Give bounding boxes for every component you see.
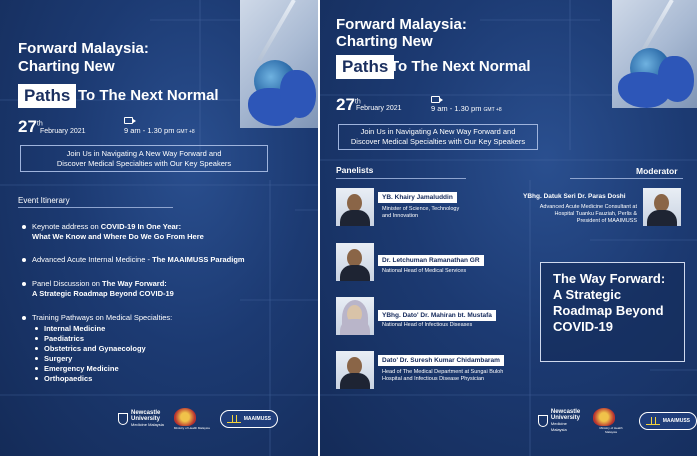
paths-highlight: Paths xyxy=(336,55,394,79)
maaimuss-logo: MAAIMUSS xyxy=(639,412,697,430)
event-time: 9 am - 1.30 pm GMT +8 xyxy=(431,104,502,113)
panelist-photo xyxy=(336,188,374,226)
panelists-divider xyxy=(336,178,466,179)
itinerary-divider xyxy=(18,207,173,208)
crest-icon xyxy=(174,408,196,426)
heartbeat-icon xyxy=(646,417,660,425)
panelist-name: Dato' Dr. Suresh Kumar Chidambaram xyxy=(378,355,504,366)
join-us-box xyxy=(20,145,268,172)
panelist-role: National Head of Infectious Diseases xyxy=(382,322,473,328)
title-line2: Charting New xyxy=(336,33,433,50)
join-us-box xyxy=(338,124,538,150)
event-date-month: February 2021 xyxy=(40,128,86,135)
moderator-photo xyxy=(643,188,681,226)
join-line1: Join Us in Navigating A New Way Forward and xyxy=(360,127,516,136)
title-line1: Forward Malaysia: xyxy=(18,40,149,57)
moderator-label: Moderator xyxy=(636,166,678,176)
specialty-item: Emergency Medicine xyxy=(35,364,146,374)
event-date-day: 27th xyxy=(336,95,361,114)
left-poster xyxy=(0,0,318,456)
panelists-label: Panelists xyxy=(336,165,374,175)
panelist-photo xyxy=(336,351,374,389)
panelist-name: YBhg. Dato' Dr. Mahiran bt. Mustafa xyxy=(378,310,496,321)
itinerary-item: Training Pathways on Medical Specialties: xyxy=(22,313,172,323)
newcastle-university-logo: Newcastle University Medicine Malaysia xyxy=(538,409,583,433)
itinerary-item: Panel Discussion on The Way Forward: A Strategic Roadmap Beyond COVID-19 xyxy=(22,279,174,299)
itinerary-item: Keynote address on COVID-19 In One Year: What We Know and Where Do We Go From Here xyxy=(22,222,204,242)
moderator-divider xyxy=(570,178,683,179)
video-camera-icon xyxy=(431,96,440,103)
panelist-role: Minister of Science, Technology and Innovation xyxy=(382,206,460,219)
itinerary-item: Advanced Acute Internal Medicine - The MAAIMUSS Paradigm xyxy=(22,255,245,265)
globe-vaccine-photo xyxy=(240,0,318,128)
panelist-photo xyxy=(336,243,374,281)
specialty-item: Orthopaedics xyxy=(35,374,146,384)
right-poster xyxy=(320,0,697,456)
join-line2: Discover Medical Specialties with Our Key Speakers xyxy=(350,137,526,146)
title-line2: Charting New xyxy=(18,58,115,75)
globe-vaccine-photo xyxy=(612,0,697,108)
event-date-day: 27th xyxy=(18,117,43,136)
specialties-list xyxy=(35,324,146,384)
heartbeat-icon xyxy=(227,415,241,423)
video-camera-icon xyxy=(124,117,133,124)
moderator-name: YBhg. Datuk Seri Dr. Paras Doshi xyxy=(523,193,626,200)
crest-icon xyxy=(593,408,615,426)
way-forward-box: The Way Forward: A Strategic Roadmap Beyond COVID-19 xyxy=(540,262,685,362)
panelist-name: YB. Khairy Jamaluddin xyxy=(378,192,457,203)
title-line1: Forward Malaysia: xyxy=(336,16,467,33)
paths-highlight: Paths xyxy=(18,84,76,108)
specialty-item: Surgery xyxy=(35,354,146,364)
event-date-month: February 2021 xyxy=(356,105,402,112)
sponsor-logos xyxy=(538,408,697,434)
specialty-item: Internal Medicine xyxy=(35,324,146,334)
panelist-role: Head of The Medical Department at Sungai Buloh Hospital and Infectious Disease Physician xyxy=(382,369,504,382)
sponsor-logos xyxy=(118,408,278,430)
panelist-name: Dr. Letchuman Ramanathan GR xyxy=(378,255,484,266)
shield-icon xyxy=(118,413,128,425)
maaimuss-logo: MAAIMUSS xyxy=(220,410,278,428)
event-time: 9 am - 1.30 pm GMT +8 xyxy=(124,126,195,135)
title-line3: To The Next Normal xyxy=(78,87,219,104)
moh-crest-logo: Ministry of Health Malaysia xyxy=(174,408,210,430)
join-line1: Join Us in Navigating A New Way Forward and xyxy=(66,148,222,158)
moderator-role: Advanced Acute Medicine Consultant at Hospital Tuanku Fauziah, Perlis & President of MAAIMUSS xyxy=(539,204,637,224)
specialty-item: Obstetrics and Gynaecology xyxy=(35,344,146,354)
panelist-role: National Head of Medical Services xyxy=(382,268,467,274)
shield-icon xyxy=(538,415,548,427)
newcastle-university-logo: Newcastle University Medicine Malaysia xyxy=(118,410,164,428)
itinerary-title: Event Itinerary xyxy=(18,196,70,205)
specialty-item: Paediatrics xyxy=(35,334,146,344)
title-line3: To The Next Normal xyxy=(390,58,531,75)
panelist-photo xyxy=(336,297,374,335)
moh-crest-logo: Ministry of Health Malaysia xyxy=(593,408,628,434)
join-line2: Discover Medical Specialties with Our Key Speakers xyxy=(56,158,232,168)
